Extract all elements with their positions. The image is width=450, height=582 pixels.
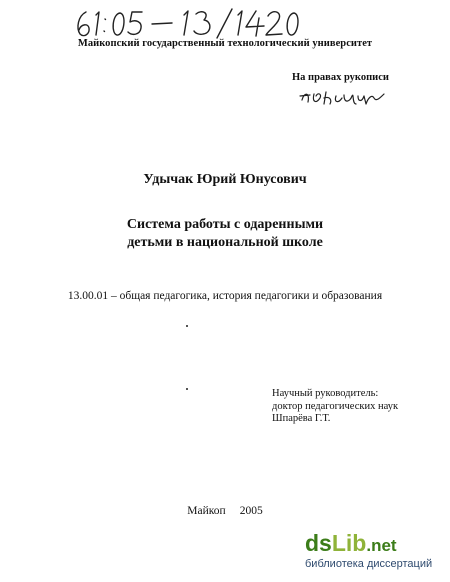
advisor-label: Научный руководитель: xyxy=(272,388,379,399)
year: 2005 xyxy=(239,505,263,517)
advisor-degree: доктор педагогических наук xyxy=(272,400,399,412)
title-line-1: Система работы с одаренными xyxy=(126,217,324,232)
author-name: Удычак Юрий Юнусович xyxy=(143,172,307,187)
dissertation-title xyxy=(0,216,450,252)
signature-drawing xyxy=(296,86,390,108)
title-line-2: детьми в национальной школе xyxy=(127,235,323,250)
rights-label: На правах рукописи xyxy=(292,72,389,83)
handwritten-archive-code xyxy=(72,6,302,40)
specialty-code: 13.00.01 – общая педагогика, история педагогики и образования xyxy=(67,290,383,302)
city: Майкоп xyxy=(187,505,226,517)
dslib-subtitle: библиотека диссертаций xyxy=(305,558,433,570)
scan-speck xyxy=(186,325,188,327)
dslib-watermark[interactable] xyxy=(305,530,440,576)
university-name: Майкопский государственный технологический университет xyxy=(77,38,373,49)
dslib-logo: dsLib.net xyxy=(305,530,397,556)
handwritten-code-drawing xyxy=(72,6,302,40)
advisor-block xyxy=(272,388,398,426)
scan-speck xyxy=(186,388,188,390)
signature-image xyxy=(296,86,390,108)
advisor-name: Шпарёва Г.Т. xyxy=(272,413,331,424)
place-and-year xyxy=(0,505,450,517)
